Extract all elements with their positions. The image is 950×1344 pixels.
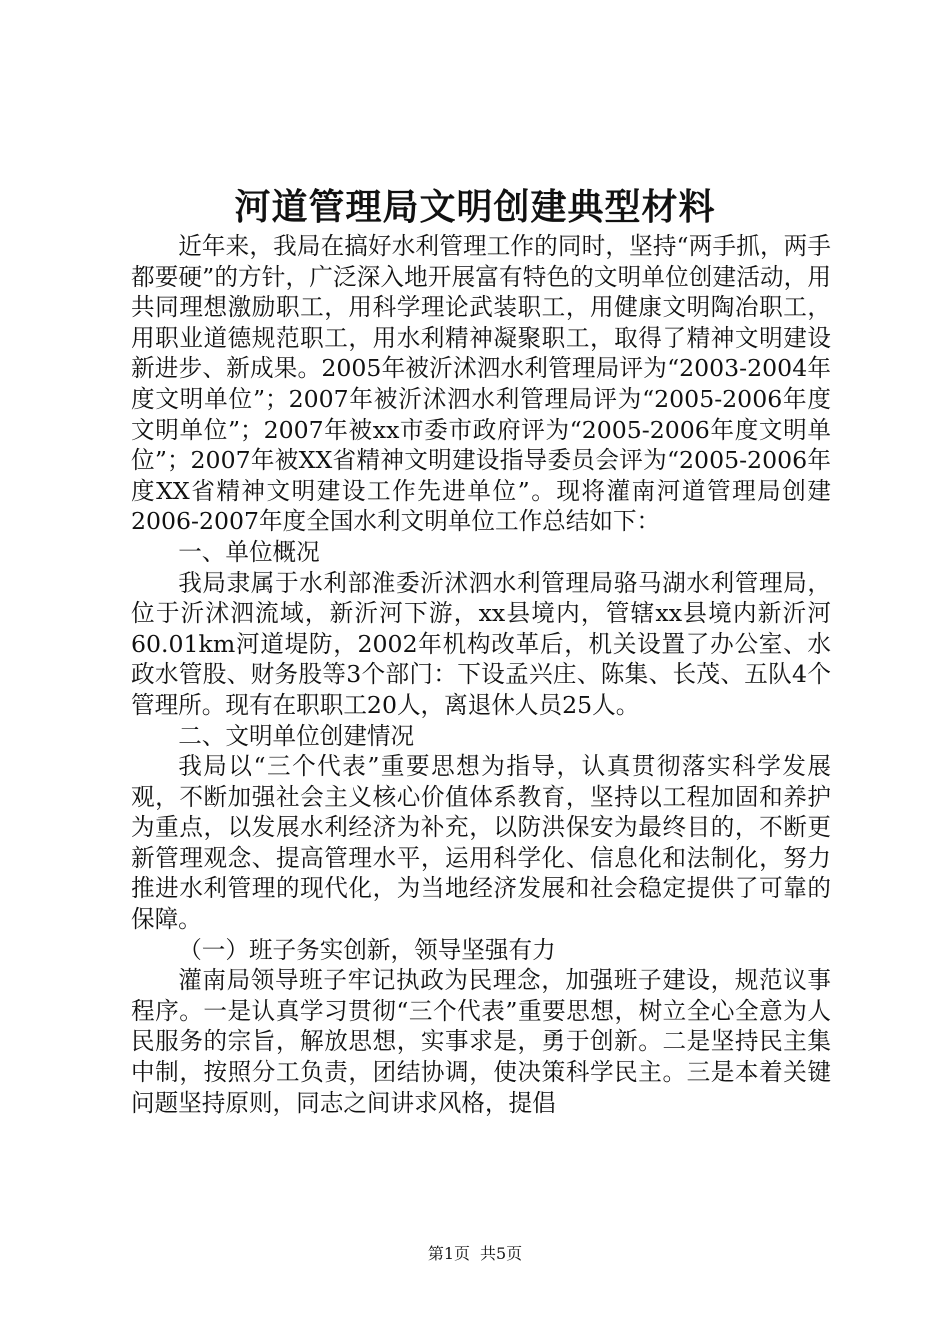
- unit-overview-paragraph: 我局隶属于水利部淮委沂沭泗水利管理局骆马湖水利管理局，位于沂沭泗流域，新沂河下游，xx县境内，管辖xx县境内新沂河60.01km河道堤防，2002年机构改革后，机关设置了办公室、水政水管股、财务股等3个部门：下设孟兴庄、陈集、长茂、五队4个管理所。现有在职职工20人，离退休人员25人。: [131, 568, 831, 719]
- subsection-heading-leadership: （一）班子务实创新，领导坚强有力: [178, 935, 556, 964]
- page-number: 第1页: [427, 1244, 470, 1263]
- document-title: 河道管理局文明创建典型材料: [234, 186, 716, 228]
- section-heading-unit-overview: 一、单位概况: [178, 537, 320, 566]
- section-heading-civilization-building: 二、文明单位创建情况: [178, 721, 415, 750]
- page-total: 共5页: [480, 1244, 523, 1263]
- intro-paragraph: 近年来，我局在搞好水利管理工作的同时，坚持“两手抓，两手都要硬”的方针，广泛深入地开展富有特色的文明单位创建活动，用共同理想激励职工，用科学理论武装职工，用健康文明陶冶职工，用职业道德规范职工，用水利精神凝聚职工，取得了精神文明建设新进步、新成果。2005年被沂沭泗水利管理局评为“2003-2004年度文明单位”；2007年被沂沭泗水利管理局评为“2005-2006年度文明单位”；2007年被xx市委市政府评为“2005-2006年度文明单位”；2007年被XX省精神文明建设指导委员会评为“2005-2006年度XX省精神文明建设工作先进单位”。现将灌南河道管理局创建2006-2007年度全国水利文明单位工作总结如下：: [131, 232, 831, 536]
- page-footer: [0, 1244, 950, 1264]
- civilization-building-paragraph: 我局以“三个代表”重要思想为指导，认真贯彻落实科学发展观，不断加强社会主义核心价值体系教育，坚持以工程加固和养护为重点，以发展水利经济为补充，以防洪保安为最终目的，不断更新管理观念、提高管理水平，运用科学化、信息化和法制化，努力推进水利管理的现代化，为当地经济发展和社会稳定提供了可靠的保障。: [131, 752, 831, 934]
- document-body: [131, 231, 831, 1118]
- leadership-paragraph: 灌南局领导班子牢记执政为民理念，加强班子建设，规范议事程序。一是认真学习贯彻“三个代表”重要思想，树立全心全意为人民服务的宗旨，解放思想，实事求是，勇于创新。二是坚持民主集中制，按照分工负责，团结协调，使决策科学民主。三是本着关键问题坚持原则，同志之间讲求风格，提倡: [131, 966, 831, 1117]
